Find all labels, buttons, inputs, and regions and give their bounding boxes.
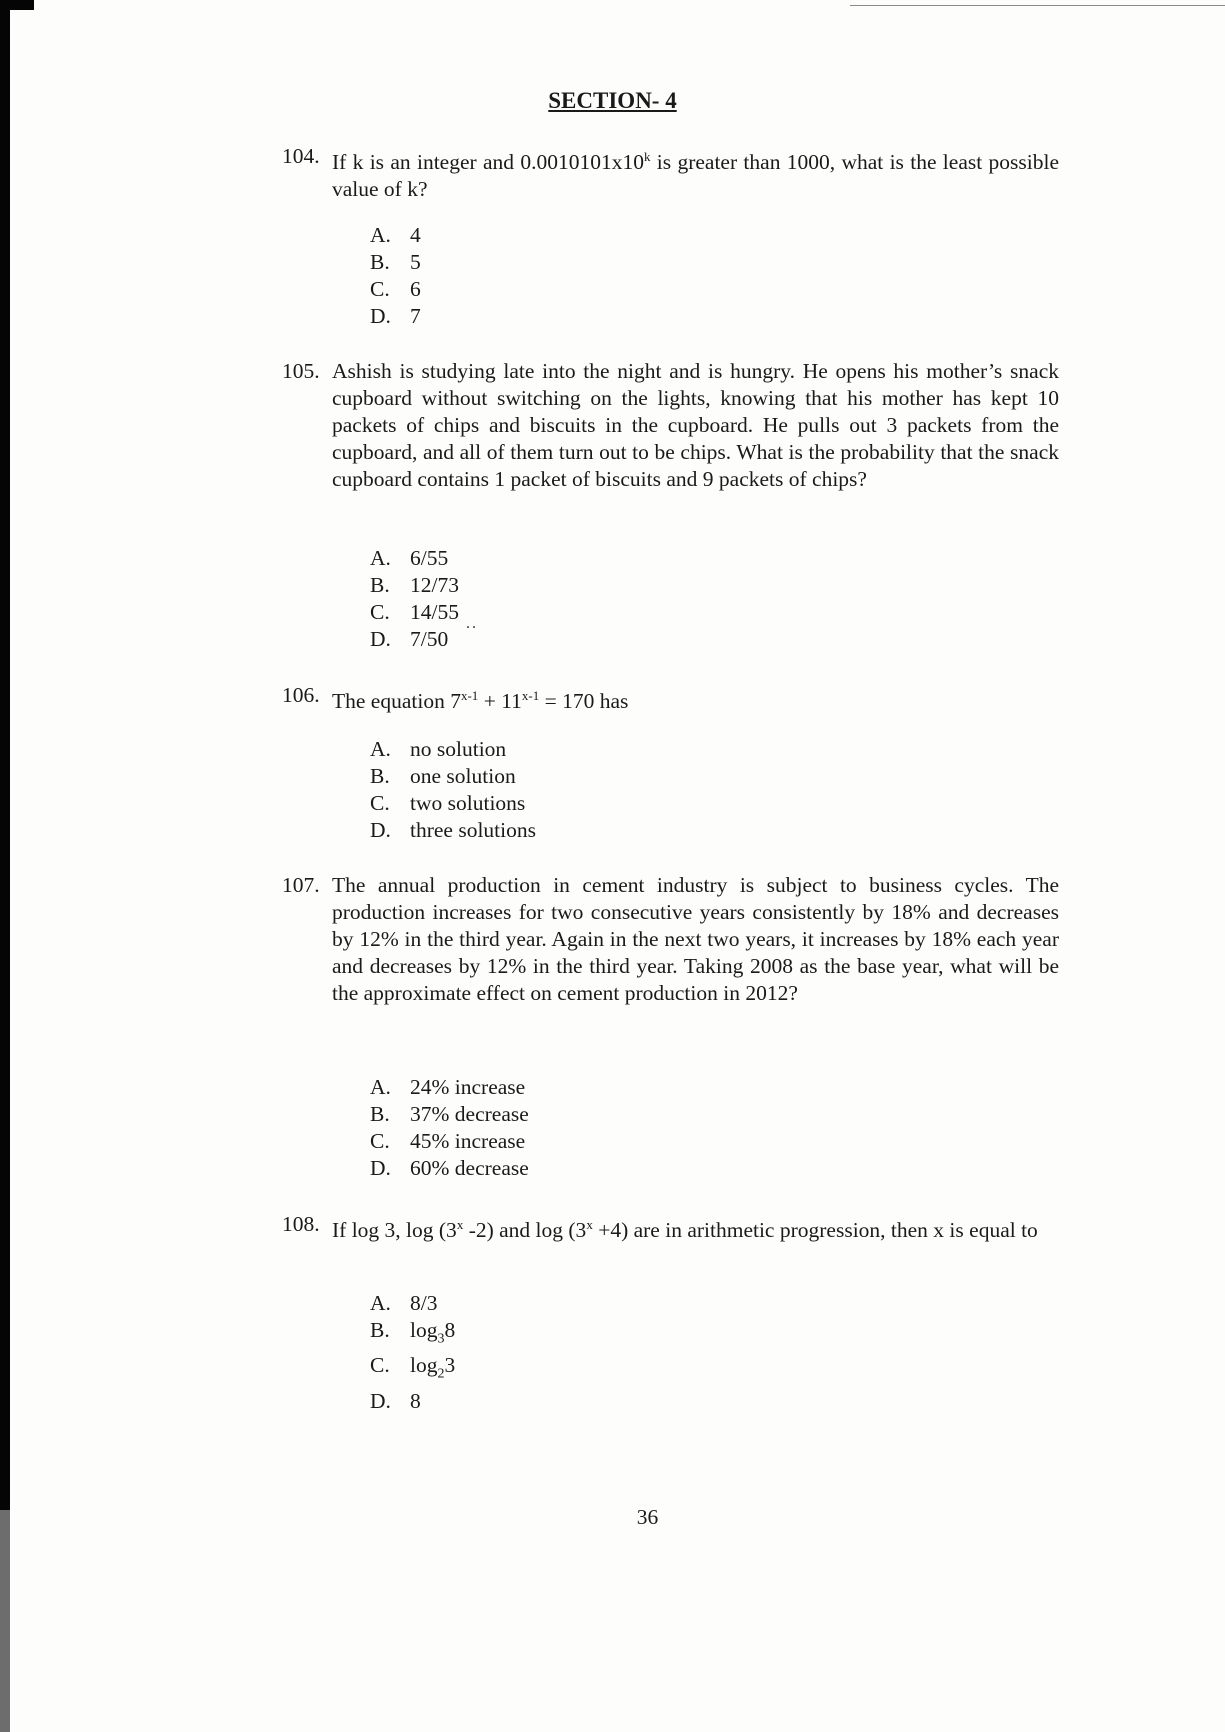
scan-edge-corner [0, 0, 34, 10]
exponent: x [586, 1217, 593, 1232]
question-text: The annual production in cement industry is subject to business cycles. The production increases for two consecutive years consistently by 18% and decreases by 12% in the third year. Again in the next two years, it increases by 18% each year and decreases by 12% in the third year. Taking 2008 as the base year, what will be the approximate effect on cement production in 2012? [332, 873, 1059, 1005]
question-104 [282, 143, 1059, 203]
question-107 [282, 872, 1059, 1007]
exponent: x [456, 1217, 464, 1232]
question-105 [282, 358, 1059, 493]
option-d[interactable]: D. 7 [370, 304, 421, 328]
log-base: 3 [437, 1331, 445, 1347]
options-106 [370, 736, 536, 844]
option-a[interactable]: A. 6/55 [370, 546, 449, 570]
option-a[interactable]: A. 8/3 [370, 1291, 438, 1315]
options-104 [370, 222, 421, 330]
scan-edge-left [0, 0, 10, 1732]
option-c[interactable]: C. 45% increase [370, 1129, 526, 1153]
options-105 [370, 545, 459, 653]
question-number: 108. [282, 1212, 320, 1236]
pencil-mark: ˙˙ [465, 622, 477, 642]
question-106 [282, 682, 1059, 715]
question-108 [282, 1211, 1059, 1244]
question-number: 104. [282, 144, 320, 168]
option-d[interactable]: D. 8 [370, 1388, 421, 1413]
question-number: 107. [282, 873, 320, 897]
option-d[interactable]: D. 60% decrease [370, 1156, 529, 1180]
option-c[interactable]: C. 6 [370, 277, 421, 301]
option-b[interactable]: B. 37% decrease [370, 1102, 529, 1126]
option-c[interactable]: C. 14/55 [370, 600, 459, 624]
scan-edge-left-lower [0, 1510, 10, 1732]
question-text: If k is an integer and 0.0010101x10$^k$ is greater than 1000, what is the least possible value of k? [332, 149, 1059, 202]
option-d[interactable]: D. 7/50 [370, 627, 449, 651]
option-a[interactable]: A. no solution [370, 737, 507, 761]
question-number: 106. [282, 683, 320, 707]
option-d[interactable]: D. three solutions [370, 818, 536, 842]
option-b[interactable]: B. $\log_38$ [370, 1318, 456, 1347]
question-text: If log 3, log (3$^x$ -2) and $\log (3^x +4)$ are in arithmetic progression, then x is equal to [332, 1217, 1038, 1243]
question-number: 105. [282, 359, 320, 383]
page-number: 36 [636, 1505, 659, 1529]
option-b[interactable]: B. 12/73 [370, 573, 459, 597]
log-base: 2 [437, 1366, 445, 1382]
exponent: k [643, 149, 651, 164]
option-b[interactable]: B. 5 [370, 250, 421, 274]
scan-top-rule [850, 5, 1225, 6]
question-text: The equation $7^{x-1} + 11^{x-1} = 170$ has [332, 688, 629, 714]
option-a[interactable]: A. 4 [370, 223, 421, 247]
option-c[interactable]: C. two solutions [370, 791, 526, 815]
exponent: x-1 [460, 688, 479, 703]
options-107 [370, 1074, 529, 1182]
question-text: Ashish is studying late into the night and is hungry. He opens his mother’s snack cupboard without switching on the lights, knowing that his mother has kept 10 packets of chips and biscuits in the cupboard. He pulls out 3 packets from the cupboard, and all of them turn out to be chips. What is the probability that the snack cupboard contains 1 packet of biscuits and 9 packets of chips? [332, 359, 1059, 491]
option-b[interactable]: B. one solution [370, 764, 516, 788]
option-a[interactable]: A. 24% increase [370, 1075, 526, 1099]
section-title: SECTION- 4 [548, 88, 677, 113]
exponent: x-1 [521, 688, 540, 703]
option-c[interactable]: C. $\log_23$ [370, 1353, 456, 1382]
options-108 [370, 1290, 455, 1415]
